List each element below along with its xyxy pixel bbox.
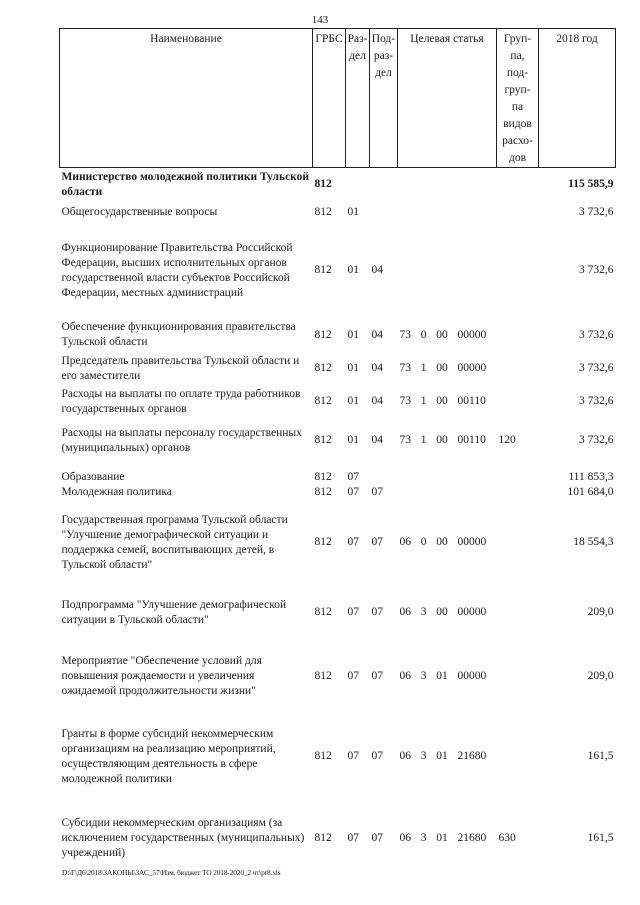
row-target: 06 3 01 21680 <box>399 832 487 844</box>
row-grbs: 812 <box>314 362 332 374</box>
row-group <box>497 502 539 584</box>
table-row <box>60 353 616 385</box>
header-grbs: ГРБС <box>313 29 346 168</box>
row-grbs: 812 <box>314 178 332 191</box>
row-name: Расходы на выплаты по оплате труда работников государственных органов <box>61 387 301 415</box>
row-group <box>497 485 539 502</box>
row-target <box>398 485 497 502</box>
row-name: Гранты в форме субсидий некоммерческим организациям на реализацию мероприятий, осуществляющим деятельность в сфере молодежной политики <box>61 727 276 785</box>
table-row <box>60 202 616 224</box>
row-group <box>497 202 539 224</box>
row-target: 06 0 00 00000 <box>399 536 487 548</box>
row-razdel: 01 <box>347 206 359 218</box>
row-target: 06 3 01 00000 <box>399 670 487 682</box>
row-name: Субсидии некоммерческим организациям (за исключением государственных (муниципальных) учреждений) <box>61 817 305 859</box>
row-name: Государственная программа Тульской области "Улучшение демографической ситуации и поддержка семей, воспитывающих детей, в Тульской области" <box>61 513 288 571</box>
table-row <box>60 584 616 642</box>
row-amount: 3 732,6 <box>579 362 614 374</box>
row-target: 73 1 00 00110 <box>399 434 486 446</box>
table-row <box>60 224 616 318</box>
row-razdel: 07 <box>347 470 359 483</box>
table-row <box>60 318 616 353</box>
row-razdel: 01 <box>347 264 359 276</box>
row-podrazdel <box>370 202 398 224</box>
row-amount: 209,0 <box>587 606 614 618</box>
header-razdel: Раз- дел <box>346 29 370 168</box>
row-group <box>497 385 539 419</box>
row-target <box>398 168 497 202</box>
row-razdel: 01 <box>347 362 359 374</box>
row-amount: 3 732,6 <box>579 206 614 218</box>
table-row <box>60 642 616 712</box>
header-podrazdel: Под- раз- дел <box>370 29 398 168</box>
row-razdel: 07 <box>347 832 359 844</box>
row-name: Общегосударственные вопросы <box>61 206 218 218</box>
row-podrazdel: 04 <box>371 328 383 341</box>
row-name: Министерство молодежной политики Тульской области <box>61 170 310 198</box>
row-group <box>497 353 539 385</box>
row-podrazdel: 04 <box>371 362 383 374</box>
row-razdel: 01 <box>347 434 359 446</box>
row-podrazdel: 07 <box>371 485 383 498</box>
row-target: 06 3 00 00000 <box>399 606 487 618</box>
table-header-row <box>60 29 616 168</box>
row-name: Расходы на выплаты персоналу государственных (муниципальных) органов <box>61 426 302 454</box>
row-razdel: 01 <box>347 328 359 341</box>
row-grbs: 812 <box>314 832 332 844</box>
row-name: Председатель правительства Тульской области и его заместители <box>61 354 300 382</box>
row-amount: 3 732,6 <box>579 264 614 276</box>
row-group <box>497 168 539 202</box>
row-target <box>398 202 497 224</box>
row-group: 120 <box>498 434 516 446</box>
row-grbs: 812 <box>314 750 332 762</box>
table-row <box>60 463 616 485</box>
row-group: 630 <box>498 832 516 844</box>
header-group: Груп- па, под- груп- па видов расхо- дов <box>497 29 539 168</box>
row-razdel: 07 <box>347 750 359 762</box>
row-podrazdel: 04 <box>371 434 383 446</box>
table-row <box>60 168 616 202</box>
row-group <box>497 712 539 802</box>
row-razdel: 07 <box>347 485 359 498</box>
row-name: Мероприятие "Обеспечение условий для повышения рождаемости и увеличения ожидаемой продолжительности жизни" <box>61 655 262 697</box>
row-grbs: 812 <box>314 264 332 276</box>
row-group <box>497 463 539 485</box>
row-name: Функционирование Правительства Российской Федерации, высших исполнительных органов государственной власти субъектов Российской Федерации, местных администраций <box>61 241 293 299</box>
row-podrazdel <box>370 463 398 485</box>
page-number: 143 <box>311 14 329 26</box>
row-group <box>497 224 539 318</box>
row-group <box>497 642 539 712</box>
row-target: 73 1 00 00110 <box>399 395 486 407</box>
row-podrazdel: 07 <box>371 536 383 548</box>
table-row <box>60 802 616 876</box>
row-grbs: 812 <box>314 606 332 618</box>
row-group <box>497 584 539 642</box>
header-year: 2018 год <box>539 29 616 168</box>
row-razdel: 07 <box>347 606 359 618</box>
row-target: 73 1 00 00000 <box>399 362 487 374</box>
table-row <box>60 712 616 802</box>
table-row <box>60 502 616 584</box>
row-name: Образование <box>61 470 125 483</box>
row-podrazdel: 04 <box>371 395 383 407</box>
row-podrazdel: 04 <box>371 264 383 276</box>
row-grbs: 812 <box>314 395 332 407</box>
row-amount: 209,0 <box>587 670 614 682</box>
row-razdel <box>346 168 370 202</box>
row-amount: 3 732,6 <box>579 328 614 341</box>
row-amount: 3 732,6 <box>579 434 614 446</box>
row-amount: 3 732,6 <box>579 395 614 407</box>
row-grbs: 812 <box>314 470 332 483</box>
row-amount: 111 853,3 <box>568 470 614 483</box>
row-podrazdel: 07 <box>371 832 383 844</box>
row-razdel: 07 <box>347 536 359 548</box>
table-row <box>60 419 616 463</box>
row-grbs: 812 <box>314 206 332 218</box>
row-razdel: 01 <box>347 395 359 407</box>
row-target <box>398 224 497 318</box>
row-razdel: 07 <box>347 670 359 682</box>
row-grbs: 812 <box>314 670 332 682</box>
row-amount: 18 554,3 <box>573 536 614 548</box>
row-grbs: 812 <box>314 536 332 548</box>
footer-file-path: D:\Г\Д6\2018\ЗАКОНЫ\ЗАС_57\Изм. бюджет ТО 2018-2020_2 чт\pr8.xls <box>62 868 281 877</box>
table-row <box>60 385 616 419</box>
row-podrazdel <box>370 168 398 202</box>
row-amount: 161,5 <box>587 832 614 844</box>
row-grbs: 812 <box>314 328 332 341</box>
row-group <box>497 318 539 353</box>
row-name: Подпрограмма "Улучшение демографической ситуации в Тульской области" <box>61 598 287 626</box>
row-podrazdel: 07 <box>371 606 383 618</box>
row-podrazdel: 07 <box>371 670 383 682</box>
row-name: Обеспечение функционирования правительства Тульской области <box>61 321 296 348</box>
budget-table <box>59 28 616 876</box>
header-name: Наименование <box>60 29 313 168</box>
row-target <box>398 463 497 485</box>
row-amount: 161,5 <box>587 750 614 762</box>
row-amount: 101 684,0 <box>567 485 614 498</box>
row-target: 73 0 00 00000 <box>399 328 487 341</box>
header-target: Целевая статья <box>398 29 497 168</box>
row-target: 06 3 01 21680 <box>399 750 487 762</box>
row-name: Молодежная политика <box>61 485 172 498</box>
row-grbs: 812 <box>314 434 332 446</box>
row-grbs: 812 <box>314 485 332 498</box>
row-amount: 115 585,9 <box>568 178 614 191</box>
row-podrazdel: 07 <box>371 750 383 762</box>
table-row <box>60 485 616 502</box>
